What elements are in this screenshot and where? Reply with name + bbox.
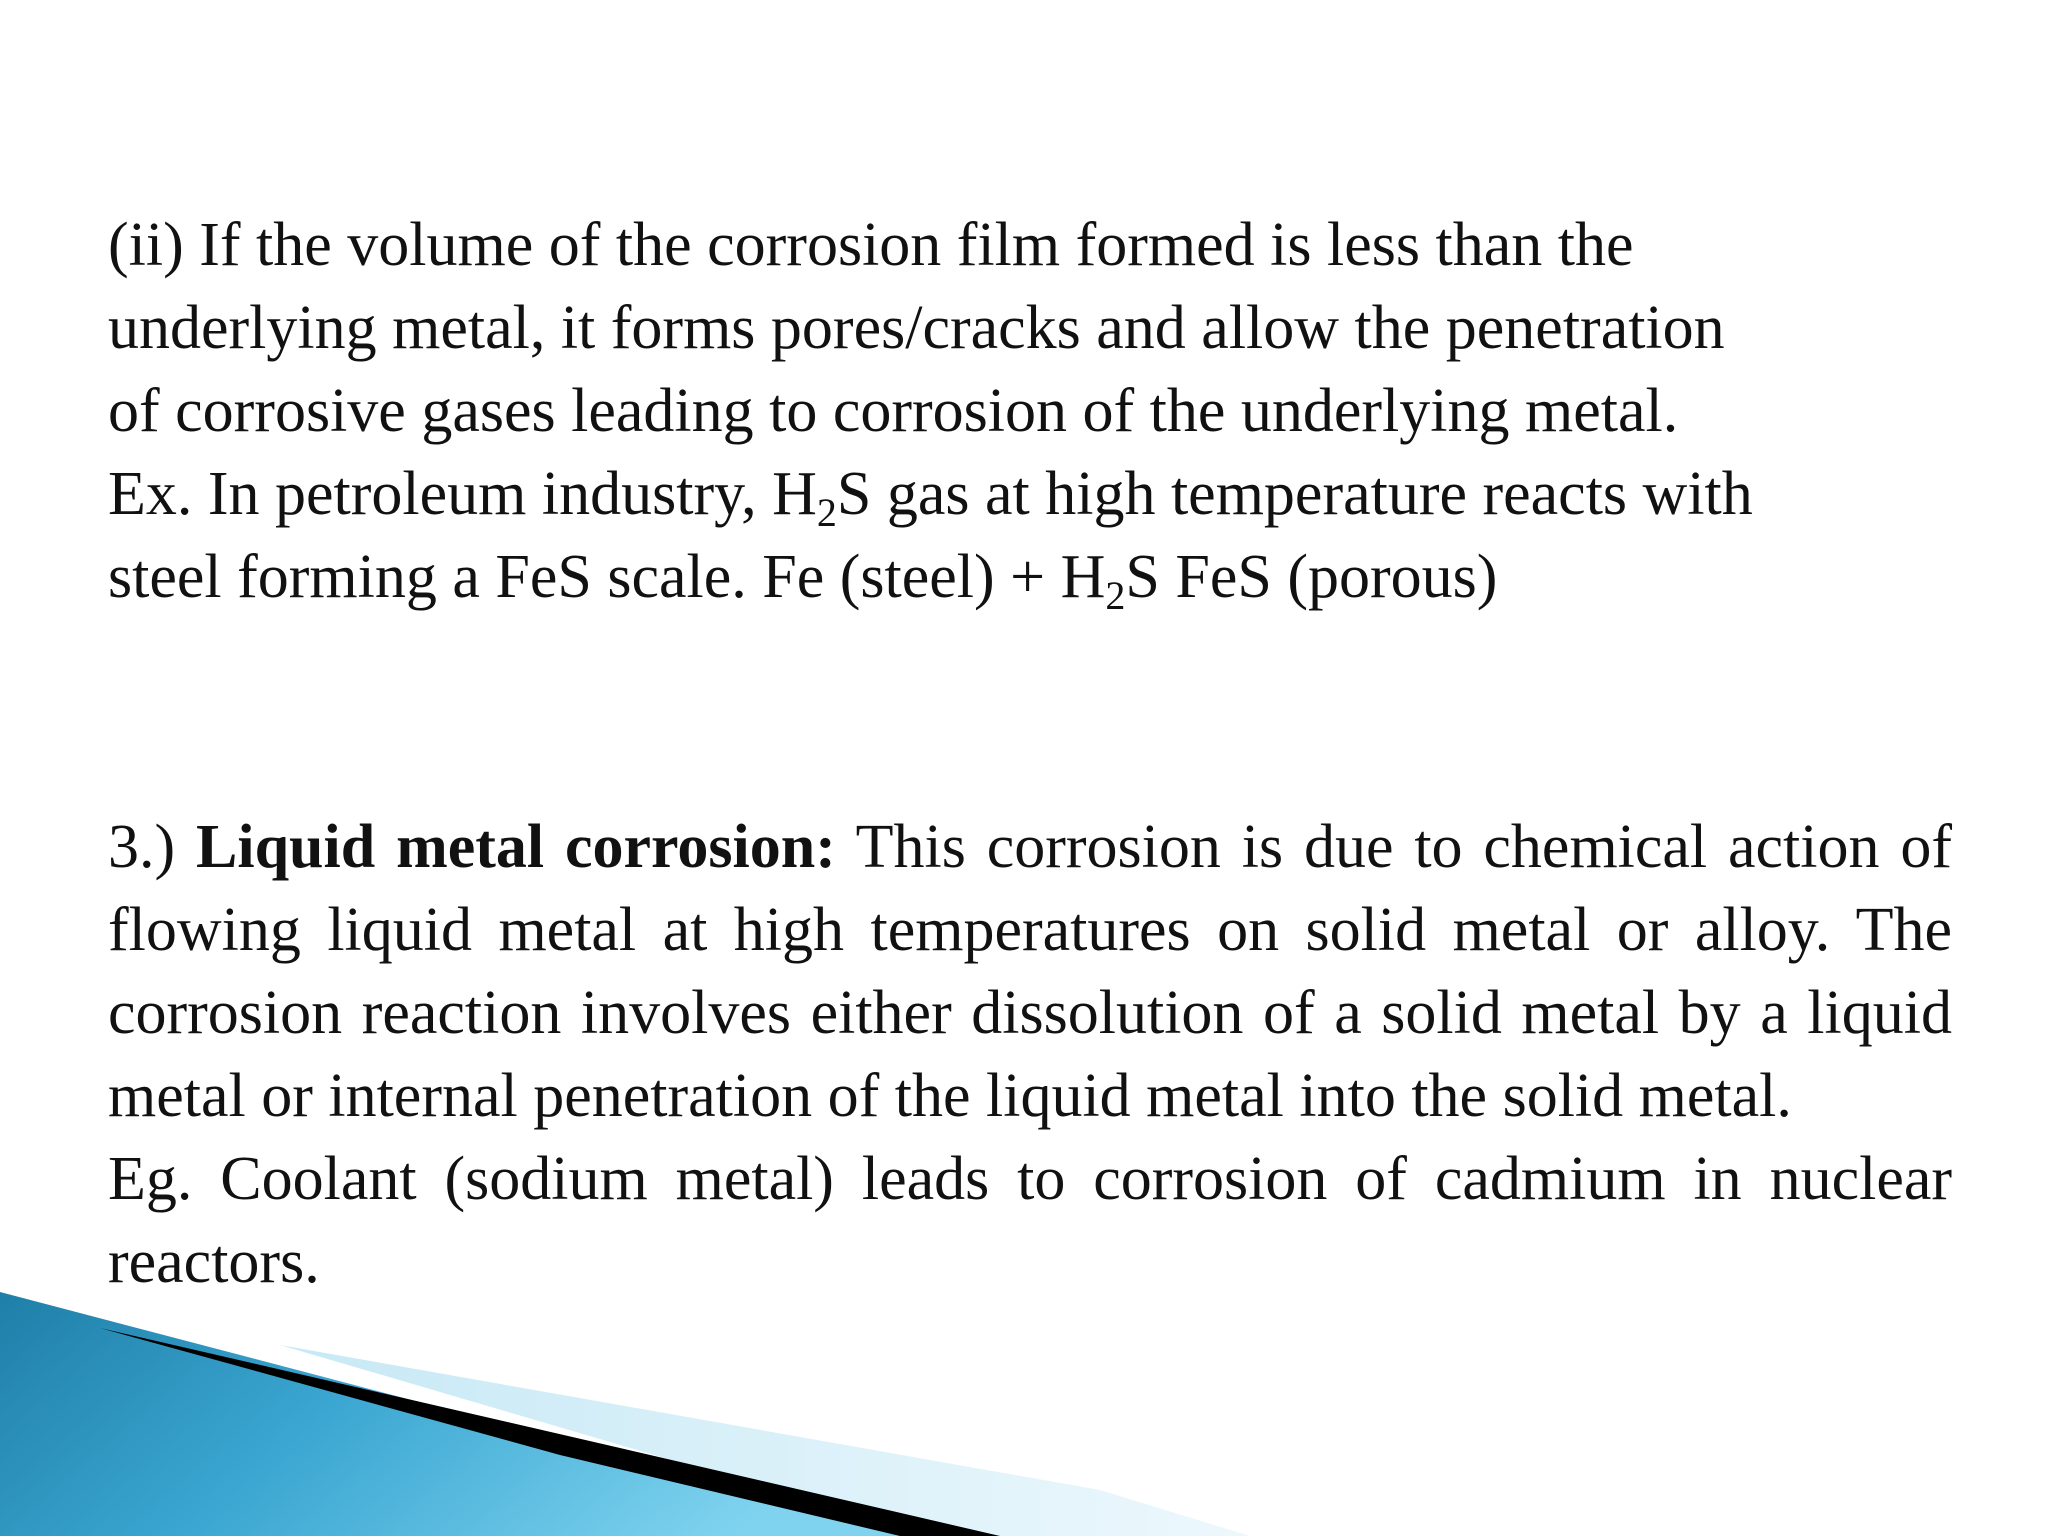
example-prefix: Ex. In petroleum industry, H <box>108 460 817 528</box>
section-body: This corrosion is due to chemical action of flowing liquid metal at high temperatures on solid metal or alloy. The corrosion reaction involves either dissolution of a solid metal by a liquid metal or internal penetration of the liquid metal into the solid metal. <box>108 813 1952 1130</box>
paragraph-ii-line-1: (ii) If the volume of the corrosion film formed is less than the <box>108 211 1634 279</box>
paragraph-ii-line-2: underlying metal, it forms pores/cracks and allow the penetration <box>108 294 1725 362</box>
section-heading: Liquid metal corrosion: <box>196 813 836 881</box>
reaction-suffix: S FeS (porous) <box>1125 543 1498 611</box>
liquid-metal-corrosion-section <box>108 806 1952 1304</box>
subscript-2: 2 <box>1105 573 1126 618</box>
paragraph-ii-line-3: of corrosive gases leading to corrosion of the underlying metal. <box>108 377 1679 445</box>
liquid-metal-paragraph <box>108 806 1952 1138</box>
section-number: 3.) <box>108 813 196 881</box>
subscript-2: 2 <box>816 490 837 535</box>
example-suffix: S gas at high temperature reacts with <box>836 460 1753 528</box>
liquid-metal-example: Eg. Coolant (sodium metal) leads to corrosion of cadmium in nuclear reactors. <box>108 1145 1952 1296</box>
reaction-prefix: steel forming a FeS scale. Fe (steel) + H <box>108 543 1106 611</box>
